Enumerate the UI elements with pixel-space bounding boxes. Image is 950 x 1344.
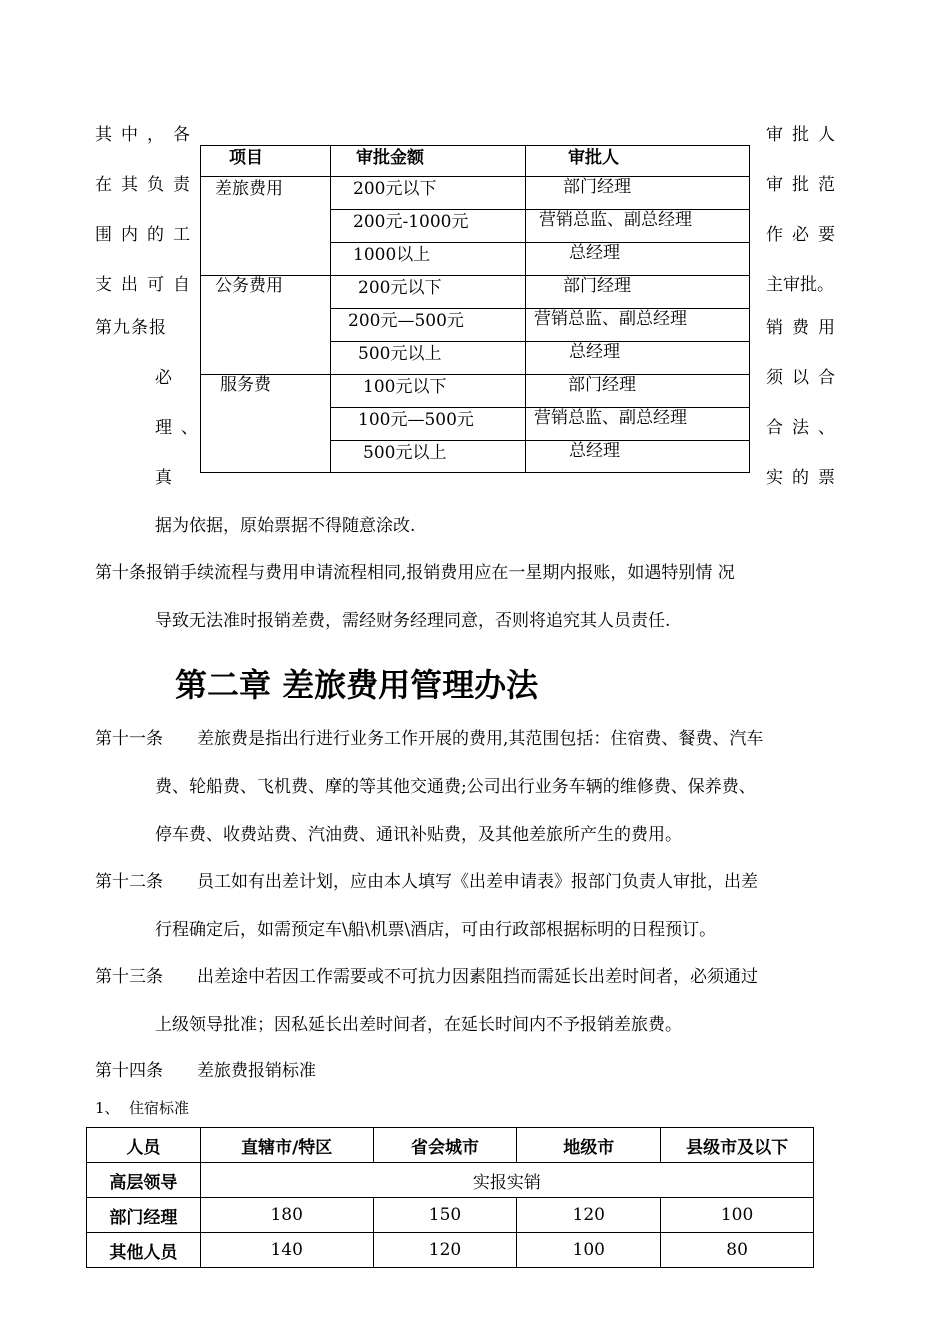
- article-14-label: 第十四条: [95, 1061, 163, 1081]
- merged-cell: 实报实销: [200, 1163, 813, 1198]
- article-13-label: 第十三条: [95, 967, 163, 987]
- value-cell: 140: [200, 1233, 373, 1268]
- article-11-line1: 差旅费是指出行进行业务工作开展的费用,其范围包括：住宿费、餐费、汽车: [197, 729, 764, 749]
- table-header-row: [87, 1128, 814, 1163]
- article-9-tail: 据为依据，原始票据不得随意涂改.: [155, 516, 416, 536]
- approval-amount: 100元—500元: [358, 410, 474, 430]
- table-row: [87, 1198, 814, 1233]
- article-12-label: 第十二条: [95, 872, 163, 892]
- article-13-line2: 上级领导批准；因私延长出差时间者，在延长时间内不予报销差旅费。: [155, 1015, 682, 1035]
- article-10-line1: 第十条报销手续流程与费用申请流程相同,报销费用应在一星期内报账，如遇特别情 况: [95, 563, 735, 583]
- article-14-text: 差旅费报销标准: [197, 1061, 316, 1081]
- header-cell: 直辖市/特区: [200, 1128, 373, 1163]
- header-cell: 省会城市: [373, 1128, 517, 1163]
- approval-amount: 500元以上: [358, 344, 442, 364]
- approval-amount: 200元—500元: [348, 311, 464, 331]
- wrap-right-3: 作必要: [766, 225, 844, 245]
- article-12-line1: 员工如有出差计划，应由本人填写《出差申请表》报部门负责人审批，出差: [197, 872, 758, 892]
- approval-amount: 200元-1000元: [353, 212, 469, 232]
- value-cell: 100: [661, 1198, 814, 1233]
- wrap-right-8: 实的票: [766, 468, 844, 488]
- wrap-left-1: 其中，各: [95, 125, 199, 145]
- wrap-right-7: 合法、: [766, 418, 844, 438]
- approval-amount: 200元以下: [358, 278, 442, 298]
- lodging-table: [86, 1127, 814, 1268]
- sub-1-title: 住宿标准: [129, 1099, 190, 1117]
- value-cell: 120: [373, 1233, 517, 1268]
- article-11-label: 第十一条: [95, 729, 163, 749]
- approval-amount: 1000以上: [353, 245, 431, 265]
- approval-category: 服务费: [220, 375, 271, 395]
- value-cell: 100: [517, 1233, 661, 1268]
- table-row: [87, 1163, 814, 1198]
- role-cell: 其他人员: [87, 1233, 201, 1268]
- article-10-line2: 导致无法准时报销差费，需经财务经理同意，否则将追究其人员责任.: [155, 611, 671, 631]
- role-cell: 高层领导: [87, 1163, 201, 1198]
- approval-approver: 营销总监、副总经理: [534, 309, 687, 329]
- approval-amount: 500元以上: [363, 443, 447, 463]
- wrap-right-6: 须以合: [766, 368, 844, 388]
- table-row: [87, 1233, 814, 1268]
- approval-approver: 营销总监、副总经理: [539, 210, 692, 230]
- wrap-left-6: 必: [155, 368, 172, 388]
- value-cell: 80: [661, 1233, 814, 1268]
- article-11-line3: 停车费、收费站费、汽油费、通讯补贴费，及其他差旅所产生的费用。: [155, 825, 682, 845]
- approval-table: [200, 145, 750, 473]
- approval-amount: 200元以下: [353, 179, 437, 199]
- approval-header-approver: 审批人: [568, 148, 619, 168]
- approval-approver: 营销总监、副总经理: [534, 408, 687, 428]
- approval-approver: 部门经理: [563, 276, 631, 296]
- wrap-left-7: 理、: [155, 418, 207, 438]
- wrap-left-2: 在其负责: [95, 175, 199, 195]
- approval-header-amount: 审批金额: [356, 148, 424, 168]
- wrap-right-1: 审批人: [766, 125, 844, 145]
- approval-approver: 总经理: [569, 342, 620, 362]
- approval-category: 公务费用: [215, 276, 283, 296]
- role-cell: 部门经理: [87, 1198, 201, 1233]
- wrap-right-5: 销费用: [766, 318, 844, 338]
- wrap-right-2: 审批范: [766, 175, 844, 195]
- approval-amount: 100元以下: [363, 377, 447, 397]
- chapter-title: 第二章 差旅费用管理办法: [175, 666, 539, 704]
- wrap-right-4: 主审批。: [766, 275, 834, 295]
- approval-category: 差旅费用: [215, 179, 283, 199]
- wrap-left-3: 围内的工: [95, 225, 199, 245]
- approval-approver: 总经理: [569, 243, 620, 263]
- article-12-line2: 行程确定后，如需预定车\船\机票\酒店，可由行政部根据标明的日程预订。: [155, 920, 717, 940]
- wrap-left-5: 第九条报: [95, 318, 167, 338]
- wrap-left-8: 真: [155, 468, 172, 488]
- value-cell: 180: [200, 1198, 373, 1233]
- article-13-line1: 出差途中若因工作需要或不可抗力因素阻挡而需延长出差时间者，必须通过: [197, 967, 758, 987]
- sub-1-number: 1、: [95, 1099, 120, 1117]
- value-cell: 120: [517, 1198, 661, 1233]
- approval-approver: 部门经理: [568, 375, 636, 395]
- approval-header-item: 项目: [229, 148, 263, 168]
- value-cell: 150: [373, 1198, 517, 1233]
- approval-approver: 总经理: [569, 441, 620, 461]
- header-cell: 县级市及以下: [661, 1128, 814, 1163]
- wrap-left-4: 支出可自: [95, 275, 199, 295]
- header-cell: 地级市: [517, 1128, 661, 1163]
- approval-approver: 部门经理: [563, 177, 631, 197]
- header-cell: 人员: [87, 1128, 201, 1163]
- article-11-line2: 费、轮船费、飞机费、摩的等其他交通费;公司出行业务车辆的维修费、保养费、: [155, 777, 756, 797]
